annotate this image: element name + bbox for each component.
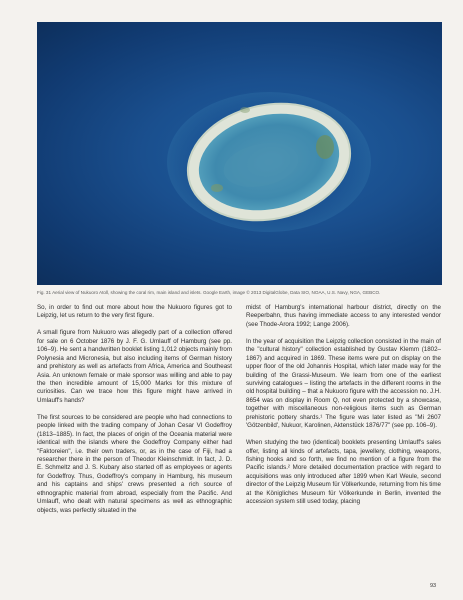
atoll-aerial-photo	[37, 22, 442, 285]
paragraph: When studying the two (identical) booklets presenting Umlauff's sales offer, listing all kinds of artefacts, tapa, jewellery, clothing, weapons, fishing hooks and so forth, we find no mention of a figure from the Pacific islands.² More detailed documentation practice with regard to acquisitions was only introduced after 1899 when Karl Weule, second director of the Leipzig Museum für Völkerkunde, returning from his time at the Königliches Museum für Völkerkunde in Berlin, invented the accession system still used today, placing	[246, 439, 441, 506]
paragraph: In the year of acquisition the Leipzig collection consisted in the main of the "cultural history" collection established by Gustav Klemm (1802–1867) and acquired in 1869. These items were put on display on the upper floor of the old Johannis Hospital, which later made way for the building of the Grassi-Museum. We learn from one of the earliest surviving catalogues – listing the artefacts in the different rooms in the old hospital building – that a Nukuoro figure with the accession no. J.H. 8654 was on display in Room Q, not even protected by a showcase, together with miscellaneous non-religious items such as German prehistoric pottery shards.¹ The figure was later listed as "Mi 2607 'Götzenbild', Nukuor, Karolinen, Aktenstück 1876/77" (see pp. 106–9).	[246, 337, 441, 430]
figure-caption: Fig. 31 Aerial view of Nukuoro Atoll, showing the coral rim, main island and islets. Google Earth, image © 2013 DigitalGlobe, Data SIO, NOAA, U.S. Navy, NGA, GEBCO.	[37, 290, 381, 295]
paragraph: midst of Hamburg's international harbour district, directly on the Reeperbahn, thus having immediate access to any interested vendor (see Thode-Arora 1992; Lange 2006).	[246, 304, 441, 328]
paragraph: A small figure from Nukuoro was allegedly part of a collection offered for sale on 6 October 1876 by J. F. G. Umlauff of Hamburg (see pp. 106–9). He sent a handwritten booklet listing 1,012 objects mainly from Polynesia and Micronesia, but also including items of German history and prehistory as well as artefacts from Africa, America and Southeast Asia. An unknown female or male sponsor was willing and able to pay the then incredible amount of 15,000 Marks for this mixture of curiosities. Can we trace how this figure might have arrived in Umlauff's hands?	[37, 329, 232, 404]
page-number: 93	[430, 583, 437, 589]
paragraph: The first sources to be considered are people who had connections to people linked with the trading company of Johan Cesar VI Godeffroy (1813–1885). In fact, the places of origin of the Oceania material were identical with the islands where the Godeffroy Company either had "Faktoreien", i.e. their own traders, or, as in the case of Fiji, had a researcher there in the person of Theodor Kleinschmidt. In fact, J. D. E. Schmeltz and J. S. Kubary also started off as employees or agents for Godeffroy. Thus, Godeffroy's company in Hamburg, his museum and his captains and ships' crews presented a rich source of ethnographic material from abroad, especially from the Pacific. And Umlauff, who dealt with natural specimens as well as ethnographic objects, was perfectly situated in the	[37, 413, 232, 514]
text-column-left	[37, 304, 232, 524]
atoll-image	[37, 22, 442, 285]
text-column-right	[246, 304, 441, 515]
paragraph: So, in order to find out more about how the Nukuoro figures got to Leipzig, let us return to the very first figure.	[37, 304, 232, 320]
